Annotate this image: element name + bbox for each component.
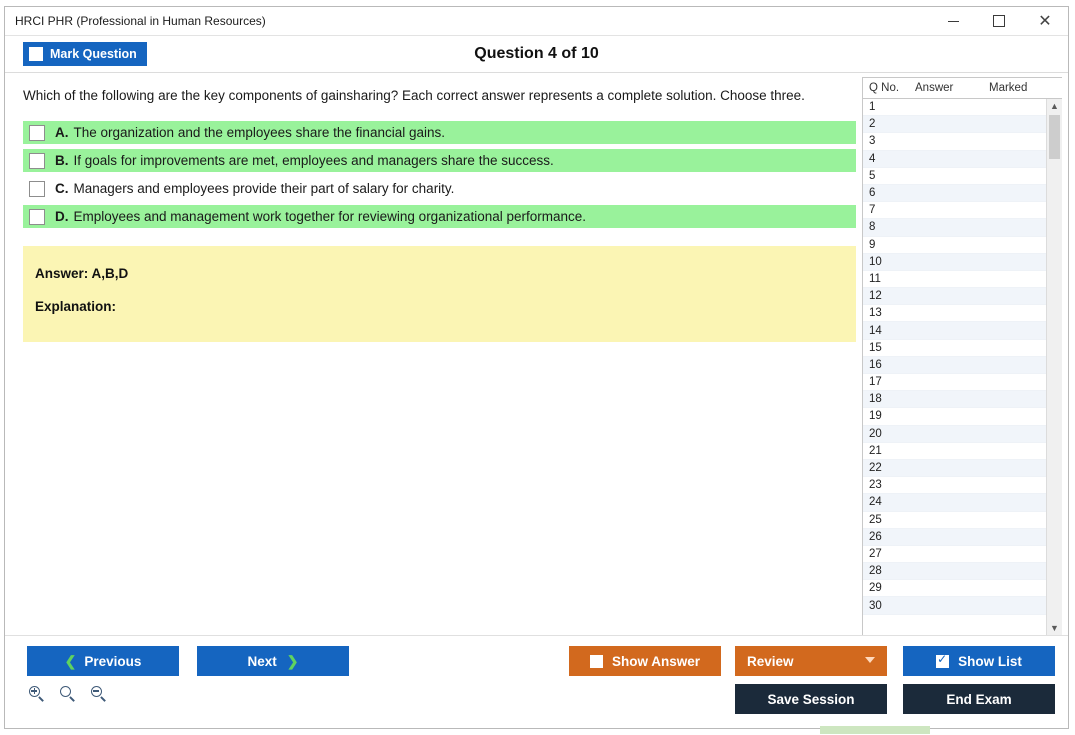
cell-qno: 11 [869,272,881,285]
mark-checkbox-icon [29,47,43,61]
option-letter: C. [55,181,69,197]
title-bar [5,7,1068,36]
option-text: Employees and management work together for reviewing organizational performance. [73,209,587,225]
column-header-qno: Q No. [869,82,900,94]
close-icon: ✕ [1038,11,1052,30]
chevron-down-icon [865,657,875,663]
save-session-label: Save Session [767,691,855,707]
cell-qno: 12 [869,290,882,303]
review-dropdown[interactable] [735,646,887,676]
cell-qno: 9 [869,238,876,251]
window-title: HRCI PHR (Professional in Human Resources) [15,14,266,28]
minimize-button[interactable] [930,7,976,35]
footer-toolbar [5,635,1068,728]
minimize-icon [948,21,959,22]
cell-qno: 25 [869,513,882,526]
question-text: Which of the following are the key components of gainsharing? Each correct answer represents a complete solution. Choose three. [23,88,805,103]
table-row[interactable] [863,460,1062,477]
cell-qno: 30 [869,599,882,612]
option-a[interactable] [23,121,856,144]
end-exam-label: End Exam [946,691,1012,707]
scroll-up-icon[interactable]: ▲ [1050,101,1059,111]
cell-qno: 7 [869,204,876,217]
review-label: Review [747,653,794,669]
question-list-panel [862,77,1062,635]
table-row[interactable] [863,546,1062,563]
explanation-label: Explanation: [35,299,117,315]
cell-qno: 5 [869,169,876,182]
question-list-body[interactable] [863,99,1062,635]
answer-panel [23,246,856,342]
chevron-left-icon: ❮ [64,652,77,669]
table-row[interactable] [863,168,1062,185]
show-list-button[interactable] [903,646,1055,676]
cell-qno: 24 [869,496,882,509]
option-text: If goals for improvements are met, employees and managers share the success. [73,153,554,169]
cell-qno: 17 [869,376,882,389]
option-letter: B. [55,153,69,169]
table-row[interactable] [863,580,1062,597]
scrollbar-thumb[interactable] [1049,115,1060,159]
previous-button[interactable] [27,646,179,676]
chevron-right-icon: ❯ [286,652,299,669]
window-controls [930,7,1068,35]
cell-qno: 13 [869,307,882,320]
show-list-label: Show List [958,653,1022,669]
cell-qno: 20 [869,427,882,440]
table-row[interactable] [863,99,1062,116]
table-row[interactable] [863,271,1062,288]
checkbox-icon[interactable] [29,181,45,197]
table-row[interactable] [863,374,1062,391]
table-row[interactable] [863,408,1062,425]
cell-qno: 10 [869,255,882,268]
zoom-controls [29,686,108,703]
table-row[interactable] [863,529,1062,546]
option-letter: A. [55,125,69,141]
question-pane [5,73,862,635]
content-area [5,73,1068,635]
options-list [5,121,862,228]
table-row[interactable] [863,443,1062,460]
cell-qno: 1 [869,101,876,114]
question-list-header [863,78,1062,99]
scroll-down-icon[interactable]: ▼ [1050,623,1059,633]
cell-qno: 21 [869,444,882,457]
table-row[interactable] [863,340,1062,357]
show-answer-label: Show Answer [611,653,700,669]
save-session-button[interactable] [735,684,887,714]
zoom-icon[interactable] [60,686,77,703]
table-row[interactable] [863,219,1062,236]
cell-qno: 6 [869,187,876,200]
column-header-marked: Marked [989,82,1028,94]
cell-qno: 18 [869,393,882,406]
table-row[interactable] [863,288,1062,305]
show-list-checkbox-icon [936,655,949,668]
exam-window [4,6,1069,729]
table-row[interactable] [863,391,1062,408]
cell-qno: 2 [869,118,876,131]
maximize-button[interactable] [976,7,1022,35]
table-row[interactable] [863,133,1062,150]
table-row[interactable] [863,426,1062,443]
next-button[interactable] [197,646,349,676]
zoom-in-icon[interactable] [29,686,46,703]
cell-qno: 23 [869,479,882,492]
page-title: Question 4 of 10 [474,45,599,62]
cell-qno: 22 [869,462,882,475]
table-row[interactable] [863,322,1062,339]
table-row[interactable] [863,237,1062,254]
table-row[interactable] [863,597,1062,614]
checkbox-icon[interactable] [29,209,45,225]
table-row[interactable] [863,357,1062,374]
cell-qno: 29 [869,582,882,595]
show-answer-checkbox-icon [590,655,603,668]
table-row[interactable] [863,202,1062,219]
zoom-out-icon[interactable] [91,686,108,703]
cell-qno: 26 [869,530,882,543]
cell-qno: 27 [869,547,882,560]
option-c[interactable] [23,177,856,200]
cell-qno: 19 [869,410,882,423]
cell-qno: 4 [869,152,876,165]
end-exam-button[interactable] [903,684,1055,714]
table-row[interactable] [863,305,1062,322]
option-text: Managers and employees provide their part of salary for charity. [73,181,455,197]
cell-qno: 3 [869,135,876,148]
option-d[interactable] [23,205,856,228]
mark-question-button[interactable] [23,42,147,66]
checkbox-icon[interactable] [29,125,45,141]
mark-question-label: Mark Question [50,47,137,61]
close-button[interactable] [1022,7,1068,35]
checkbox-icon[interactable] [29,153,45,169]
table-row[interactable] [863,477,1062,494]
show-answer-button[interactable] [569,646,721,676]
previous-label: Previous [84,653,142,669]
table-row[interactable] [863,254,1062,271]
table-row[interactable] [863,151,1062,168]
table-row[interactable] [863,116,1062,133]
option-text: The organization and the employees share the financial gains. [73,125,445,141]
table-row[interactable] [863,563,1062,580]
question-list-scrollbar[interactable] [1046,99,1062,635]
option-b[interactable] [23,149,856,172]
taskbar-sliver [820,726,930,734]
next-label: Next [247,653,277,669]
table-row[interactable] [863,494,1062,511]
cell-qno: 15 [869,341,882,354]
cell-qno: 8 [869,221,876,234]
cell-qno: 16 [869,358,882,371]
question-header [5,36,1068,73]
column-header-answer: Answer [915,82,954,94]
maximize-icon [993,15,1005,27]
table-row[interactable] [863,512,1062,529]
option-letter: D. [55,209,69,225]
answer-text: Answer: A,B,D [35,266,129,282]
cell-qno: 14 [869,324,882,337]
table-row[interactable] [863,185,1062,202]
cell-qno: 28 [869,565,882,578]
